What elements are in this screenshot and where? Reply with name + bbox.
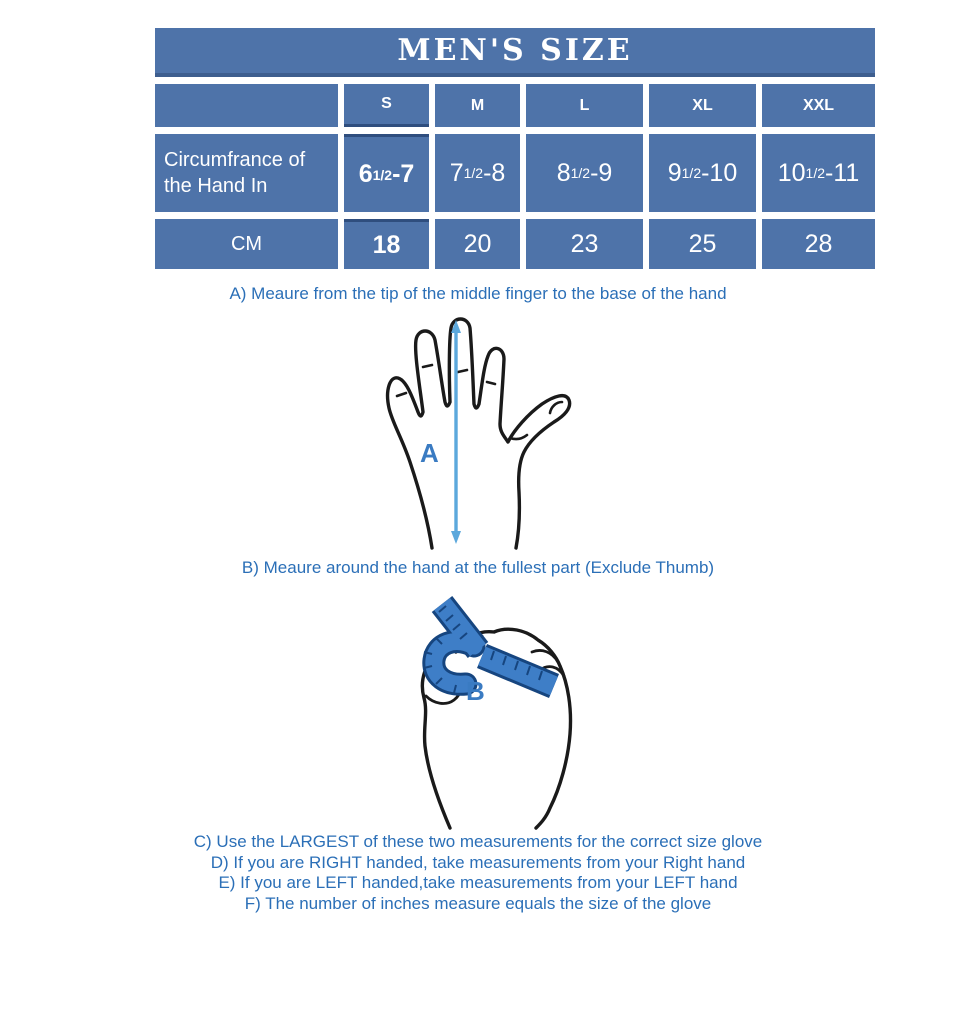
cm-value-xxl: 28 [762,219,875,269]
table-title: MEN'S SIZE [155,28,875,77]
inches-value-xl [649,134,756,212]
instruction-b: B) Meaure around the hand at the fullest part (Exclude Thumb) [241,558,715,577]
cm-value-s: 18 [344,219,429,269]
instruction-e: E) If you are LEFT handed,take measurements from your LEFT hand [218,873,738,892]
inches-xl-fraction: 1/2 [681,165,702,181]
inches-m-fraction: 1/2 [463,165,484,181]
inches-value-xxl [762,134,875,212]
inches-xl-whole: 9 [667,158,682,187]
col-header-blank [155,84,338,127]
inches-value-l [526,134,643,212]
instruction-list [0,832,956,914]
inches-l-rest: -9 [590,158,613,187]
cm-value-l: 23 [526,219,643,269]
cm-value-m: 20 [435,219,520,269]
instruction-d: D) If you are RIGHT handed, take measurements from your Right hand [210,852,746,872]
instruction-f: F) The number of inches measure equals the size of the glove [244,893,712,913]
instruction-c: C) Use the LARGEST of these two measurements for the correct size glove [193,832,763,851]
hand-outline [388,319,570,548]
inches-xl-rest: -10 [701,158,738,187]
inches-l-fraction: 1/2 [570,165,591,181]
inches-value-m [435,134,520,212]
fist-tape-measure-diagram [382,588,596,830]
inches-xxl-fraction: 1/2 [805,165,825,181]
open-hand-measure-diagram [356,310,602,550]
row-label-cm: CM [155,219,338,269]
inches-l-whole: 8 [556,158,571,187]
col-header-m: M [435,84,520,127]
fist-tape-label: B [466,676,485,706]
inches-s-rest: -7 [392,160,415,188]
instruction-a: A) Meaure from the tip of the middle finger to the base of the hand [229,284,727,303]
col-header-xl: XL [649,84,756,127]
inches-xxl-whole: 10 [777,158,806,187]
cm-value-xl: 25 [649,219,756,269]
col-header-l: L [526,84,643,127]
col-header-s: S [344,84,429,127]
inches-s-whole: 6 [358,160,373,188]
size-grid [155,84,875,269]
col-header-xxl: XXL [762,84,875,127]
inches-s-fraction: 1/2 [372,166,393,183]
inches-xxl-rest: -11 [825,158,860,187]
inches-m-whole: 7 [449,158,464,187]
mens-size-table [155,28,875,269]
inches-value-s [344,134,429,212]
inches-m-rest: -8 [483,158,506,187]
row-label-inches: Circumfrance of the Hand In [155,134,338,212]
hand-arrow-label: A [420,438,439,468]
